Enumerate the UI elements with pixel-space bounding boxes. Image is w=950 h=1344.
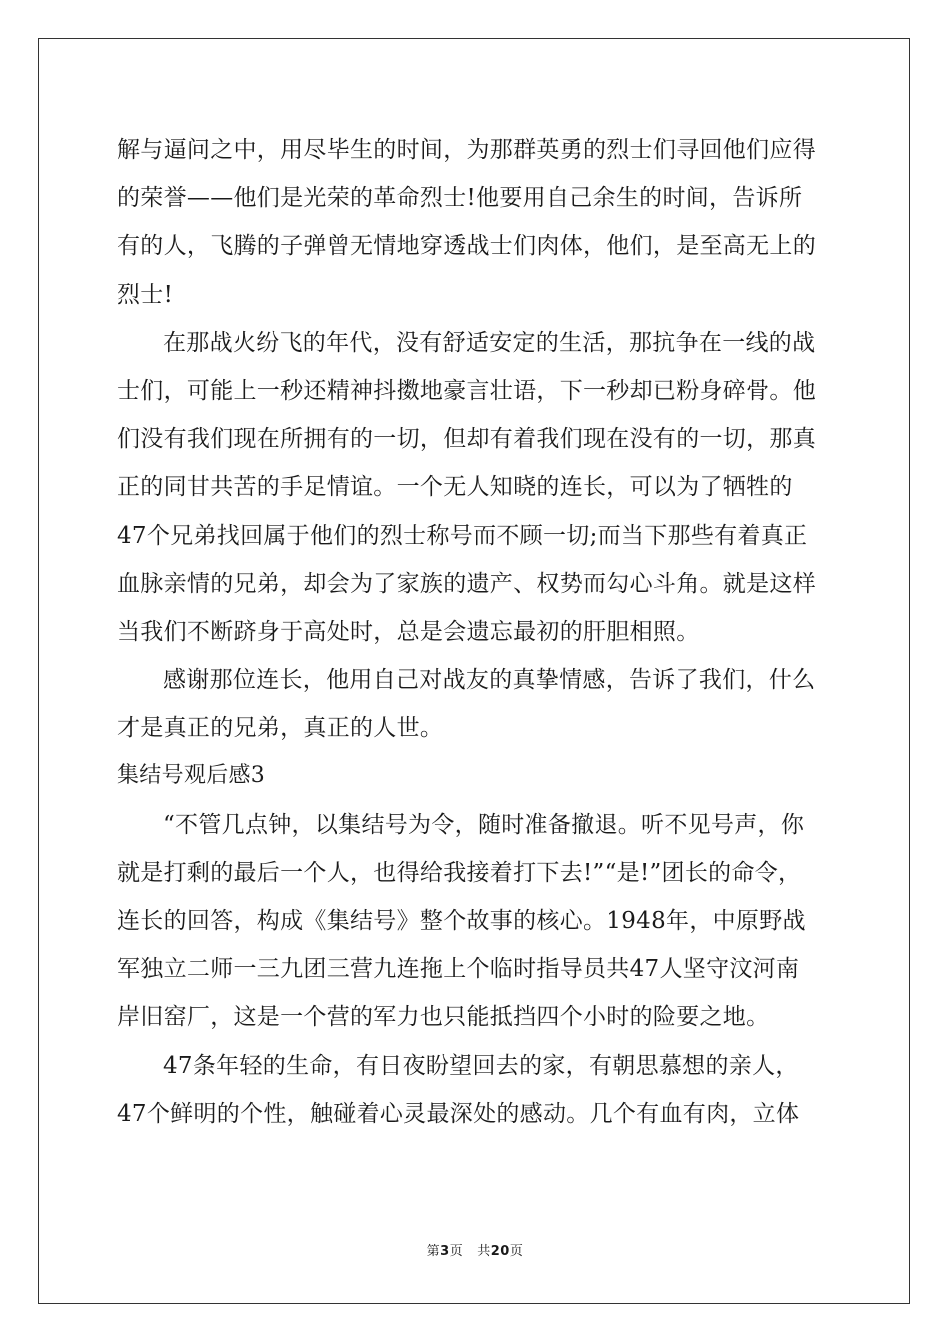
page-suffix: 页 (449, 1244, 464, 1259)
page-number: 3 (440, 1244, 450, 1259)
text-line: 的荣誉——他们是光荣的革命烈士!他要用自己余生的时间，告诉所 (117, 185, 803, 212)
text-line: 感谢那位连长，他用自己对战友的真挚情感，告诉了我们，什么 (163, 667, 816, 694)
text-line: 军独立二师一三九团三营九连拖上个临时指导员共47人坚守汶河南 (117, 956, 800, 983)
text-line: “不管几点钟，以集结号为令，随时准备撤退。听不见号声，你 (163, 811, 805, 838)
section-heading: 集结号观后感3 (117, 763, 266, 789)
text-line: 们没有我们现在所拥有的一切，但却有着我们现在没有的一切，那真 (117, 426, 816, 453)
page-prefix: 第 (426, 1244, 441, 1259)
text-line: 有的人，飞腾的子弹曾无情地穿透战士们肉体，他们，是至高无上的 (117, 233, 816, 260)
text-line: 47个兄弟找回属于他们的烈士称号而不顾一切;而当下那些有着真正 (117, 522, 808, 549)
text-line: 47条年轻的生命，有日夜盼望回去的家，有朝思慕想的亲人， (163, 1052, 799, 1079)
text-line: 在那战火纷飞的年代，没有舒适安定的生活，那抗争在一线的战 (163, 329, 816, 356)
page-footer (0, 1240, 950, 1259)
document-body (117, 126, 833, 1138)
total-pages: 20 (490, 1244, 510, 1259)
total-prefix: 共 (477, 1244, 491, 1259)
total-suffix: 页 (509, 1244, 524, 1259)
text-line: 当我们不断跻身于高处时，总是会遗忘最初的肝胆相照。 (117, 618, 700, 645)
text-line: 正的同甘共苦的手足情谊。一个无人知晓的连长，可以为了牺牲的 (117, 474, 793, 501)
text-line: 解与逼问之中，用尽毕生的时间，为那群英勇的烈士们寻回他们应得 (117, 137, 816, 163)
text-line: 烈士! (117, 281, 174, 308)
text-line: 士们，可能上一秒还精神抖擞地豪言壮语，下一秒却已粉身碎骨。他 (117, 377, 816, 404)
text-line: 血脉亲情的兄弟，却会为了家族的遗产、权势而勾心斗角。就是这样 (117, 570, 816, 597)
text-line: 就是打剩的最后一个人，也得给我接着打下去!”“是!”团长的命令， (117, 859, 802, 886)
text-line: 连长的回答，构成《集结号》整个故事的核心。1948年，中原野战 (117, 908, 806, 934)
text-line: 岸旧窑厂，这是一个营的军力也只能抵挡四个小时的险要之地。 (117, 1004, 770, 1031)
text-line: 47个鲜明的个性，触碰着心灵最深处的感动。几个有血有肉，立体 (117, 1100, 800, 1127)
text-line: 才是真正的兄弟，真正的人世。 (117, 715, 444, 742)
